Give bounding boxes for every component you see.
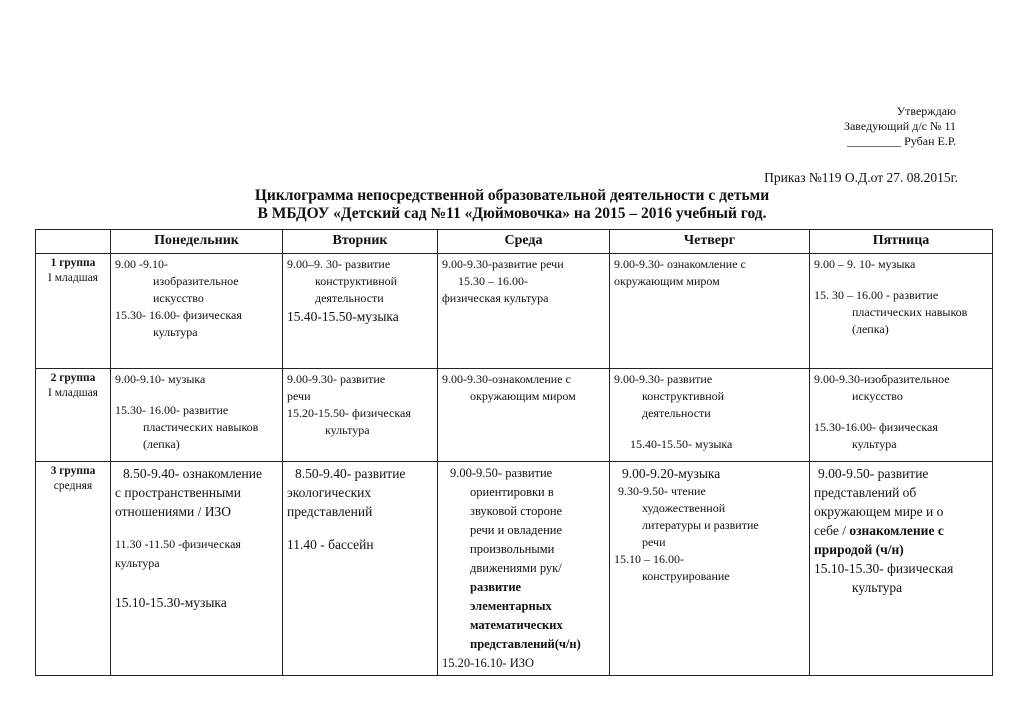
activity-line: культура [115,556,160,570]
activity-line: 15.20-16.10- ИЗО [442,656,535,670]
activity-line: 15.20-15.50- физическая [287,406,411,420]
activity-line: 9.00-9.20-музыка [622,466,721,481]
activity-line: движениями рук/ [470,561,562,575]
activity-line: культура [852,580,903,595]
activity-line: ориентировки в [470,485,554,499]
activity-line: с пространственными [115,485,241,500]
activity-line: 9.00-9.50- развитие [818,466,929,481]
activity-line: 9.00-9.30- развитие [287,372,386,386]
activity-line: конструктивной [315,274,398,288]
activity-line: речи и овладение [470,523,563,537]
table-row [36,254,993,369]
activity-line: 15.10-15.30- физическая [814,561,954,576]
group-age: I младшая [48,387,98,399]
header-wednesday: Среда [438,230,610,254]
approval-signature-line: _________ Рубан Е.Р. [847,134,956,148]
activity-line: 8.50-9.40- ознакомление [123,466,262,481]
activity-line: окружающим миром [470,389,576,403]
activity-line: 9.30-9.50- чтение [618,484,706,498]
activity-line: 9.00-9.10- музыка [115,372,206,386]
activity-line: изобразительное [153,274,239,288]
activity-line: отношениями / ИЗО [115,504,232,519]
activity-line: 15.30 – 16.00- [458,274,528,288]
thursday-cell [610,369,810,462]
friday-cell [810,462,993,676]
monday-cell [111,369,283,462]
group-cell [36,462,111,676]
activity-line: 9.00-9.30-ознакомление с [442,372,571,386]
activity-line: пластических навыков [852,305,968,319]
schedule-table [35,229,993,676]
group-name: 2 группа [50,372,96,384]
activity-line: окружающим миром [614,274,720,288]
activity-line: (лепка) [143,437,180,451]
activity-line: 9.00-9.50- развитие [450,466,553,480]
activity-line: 9.00-9.30-изобразительное [814,372,950,386]
activity-line: культура [153,325,198,339]
activity-line: 9.00-9.30- ознакомление с [614,257,746,271]
activity-line: 15.40-15.50-музыка [287,309,399,324]
group-name: 3 группа [50,465,96,477]
thursday-cell [610,254,810,369]
approval-line: Заведующий д/с № 11 [843,119,956,133]
order-reference: Приказ №119 О.Д.от 27. 08.2015г. [764,170,958,185]
activity-line: 11.30 -11.50 -физическая [115,537,241,551]
activity-line: природой (ч/н) [814,542,904,557]
tuesday-cell [283,369,438,462]
activity-line: речи [642,535,666,549]
friday-cell [810,369,993,462]
activity-line: математических [470,618,563,632]
activity-line: культура [852,437,897,451]
table-header-row [36,230,993,254]
wednesday-cell [438,369,610,462]
group-name: 1 группа [50,257,96,269]
activity-text: себе / [814,523,850,538]
monday-cell [111,462,283,676]
activity-line: 8.50-9.40- развитие [295,466,406,481]
activity-line: 11.40 - бассейн [287,537,374,552]
group-cell [36,254,111,369]
header-monday: Понедельник [111,230,283,254]
activity-line: конструирование [642,569,730,583]
activity-line: пластических навыков [143,420,259,434]
activity-line: искусство [852,389,903,403]
approval-line: Утверждаю [896,104,956,118]
table-row [36,462,993,676]
group-age: средняя [53,480,93,492]
activity-text-bold: ознакомление с [849,523,944,538]
activity-line: звуковой стороне [470,504,563,518]
title-line-1: Циклограмма непосредственной образовательной деятельности с детьми [254,187,770,204]
activity-line: конструктивной [642,389,725,403]
tuesday-cell [283,254,438,369]
activity-line: представлений об [814,485,917,500]
wednesday-cell [438,462,610,676]
header-thursday: Четверг [610,230,810,254]
activity-line: деятельности [315,291,384,305]
activity-line: физическая культура [442,291,549,305]
group-cell [36,369,111,462]
activity-line: окружающем мире и о [814,504,944,519]
activity-line [814,521,988,540]
activity-line: (лепка) [852,322,889,336]
activity-line: деятельности [642,406,711,420]
header-group [36,230,111,254]
activity-line: 15.30-16.00- физическая [814,420,938,434]
header-tuesday: Вторник [283,230,438,254]
friday-cell [810,254,993,369]
document-title [0,187,1024,223]
activity-line: 15.10 – 16.00- [614,552,684,566]
table-row [36,369,993,462]
activity-line: 9.00–9. 30- развитие [287,257,391,271]
approval-block [844,104,956,149]
activity-line: 9.00-9.30- развитие [614,372,713,386]
thursday-cell [610,462,810,676]
activity-line: 15.40-15.50- музыка [630,437,733,451]
group-age: I младшая [48,272,98,284]
activity-line: художественной [642,501,726,515]
activity-line: литературы и развитие [642,518,759,532]
activity-line: представлений [287,504,373,519]
activity-line: 9.00-9.30-развитие речи [442,257,564,271]
activity-line: искусство [153,291,204,305]
activity-line: 15.30- 16.00- развитие [115,403,229,417]
activity-line: развитие [470,580,522,594]
activity-line: 15.30- 16.00- физическая [115,308,242,322]
header-friday: Пятница [810,230,993,254]
activity-line: 9.00 -9.10- [115,257,168,271]
activity-line: представлений(ч/н) [470,637,581,651]
activity-line: произвольными [470,542,555,556]
title-line-2: В МБДОУ «Детский сад №11 «Дюймовочка» на 2015 – 2016 учебный год. [257,205,767,222]
wednesday-cell [438,254,610,369]
activity-line: речи [287,389,311,403]
activity-line: 15. 30 – 16.00 - развитие [814,288,939,302]
monday-cell [111,254,283,369]
activity-line: 9.00 – 9. 10- музыка [814,257,916,271]
activity-line: культура [325,423,370,437]
activity-line: элементарных [470,599,552,613]
activity-line: экологических [287,485,372,500]
tuesday-cell [283,462,438,676]
activity-line: 15.10-15.30-музыка [115,595,227,610]
